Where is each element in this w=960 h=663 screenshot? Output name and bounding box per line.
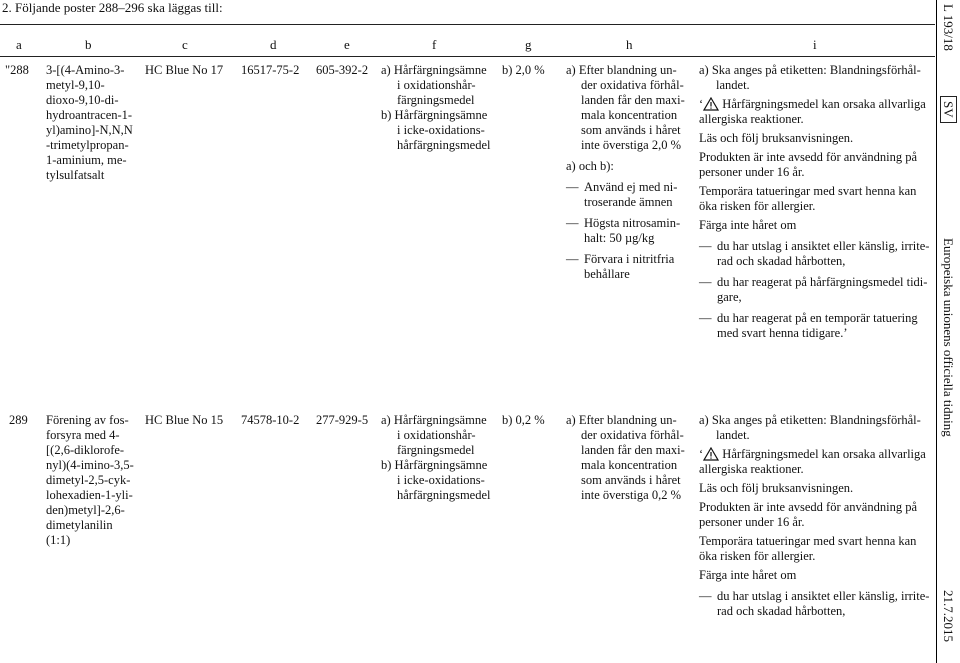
journal-name: Europeiska unionens officiella tidning [941,238,956,437]
column-header-a: a [16,37,22,52]
column-header-b: b [85,37,92,52]
inci-name: HC Blue No 15 [145,413,224,427]
margin-divider [936,0,937,663]
table-rule-top [0,24,935,25]
page-reference: L 193/18 [941,4,956,51]
ec-number: 277-929-5 [316,413,369,427]
warning-triangle-icon [703,97,719,111]
column-header-c: c [182,37,188,52]
column-header-e: e [344,37,350,52]
publication-date: 21.7.2015 [941,590,956,642]
other-limitations: a) Efter blandning un- der oxidativa förhål- landen får den maxi- mala koncentration som används i håret inte överstiga 2,0 % a) och b): — Använd ej med ni- troserande ämnen — Högsta nitrosamin- halt: 50 µg/kg — Förvara i nitritfria behållare [566,63,685,281]
chemical-name: Förening av fos- forsyra med 4- [(2,6-diklorofe- nyl)(4-imino-3,5- dimetyl-2,5-cyk- lohexadien-1-yli- den)metyl]-2,6- dimetylanilin (1:1) [46,413,134,547]
cas-number: 74578-10-2 [241,413,300,427]
column-header-f: f [432,37,437,52]
inci-name: HC Blue No 17 [145,63,224,77]
label-warnings: a) Ska anges på etiketten: Blandningsförhål- landet. ‘ Hårfärgningsmedel kan orsaka allvarliga allergiska reaktioner. Läs och följ bruksanvisningen. Produkten är inte avsedd för användning på personer under 16 år. Temporära tatueringar med svart henna kan öka risken för allergier. Färga inte håret om — du har utslag i ansiktet eller känslig, irrite- rad och skadad hårbotten, — du har reagerat på hårfärgningsmedel tidi- gare, — du har reagerat på en temporär tatuering med svart henna tidigare.’ [699,63,930,340]
ref-number: "288 [5,63,29,77]
cas-number: 16517-75-2 [241,63,300,77]
table-rule-header [0,56,935,57]
column-header-g: g [525,37,532,52]
max-concentration: b) 0,2 % [502,413,545,427]
column-header-i: i [813,37,817,52]
label-warnings: a) Ska anges på etiketten: Blandningsförhål- landet. ‘ Hårfärgningsmedel kan orsaka allvarliga allergiska reaktioner. Läs och följ bruksanvisningen. Produkten är inte avsedd för användning på personer under 16 år. Temporära tatueringar med svart henna kan öka risken för allergier. Färga inte håret om — du har utslag i ansiktet eller känslig, irrite- rad och skadad hårbotten, [699,413,930,618]
product-type: a) Hårfärgningsämne i oxidationshår- färgningsmedel b) Hårfärgningsämne i icke-oxidations- hårfärgningsmedel [381,413,491,502]
max-concentration: b) 2,0 % [502,63,545,77]
product-type: a) Hårfärgningsämne i oxidationshår- färgningsmedel b) Hårfärgningsämne i icke-oxidations- hårfärgningsmedel [381,63,491,152]
column-header-h: h [626,37,633,52]
chemical-name: 3-[(4-Amino-3- metyl-9,10- dioxo-9,10-di- hydroantracen-1- yl)amino]-N,N,N -trimetylpropan- 1-aminium, me- tylsulfatsalt [46,63,133,182]
warning-triangle-icon [703,447,719,461]
language-code: SV [941,96,956,123]
other-limitations: a) Efter blandning un- der oxidativa förhål- landen får den maxi- mala koncentration som används i håret inte överstiga 0,2 % [566,413,685,502]
column-header-d: d [270,37,277,52]
ref-number: 289 [9,413,28,427]
section-heading: 2. Följande poster 288–296 ska läggas till: [2,0,223,15]
ec-number: 605-392-2 [316,63,369,77]
